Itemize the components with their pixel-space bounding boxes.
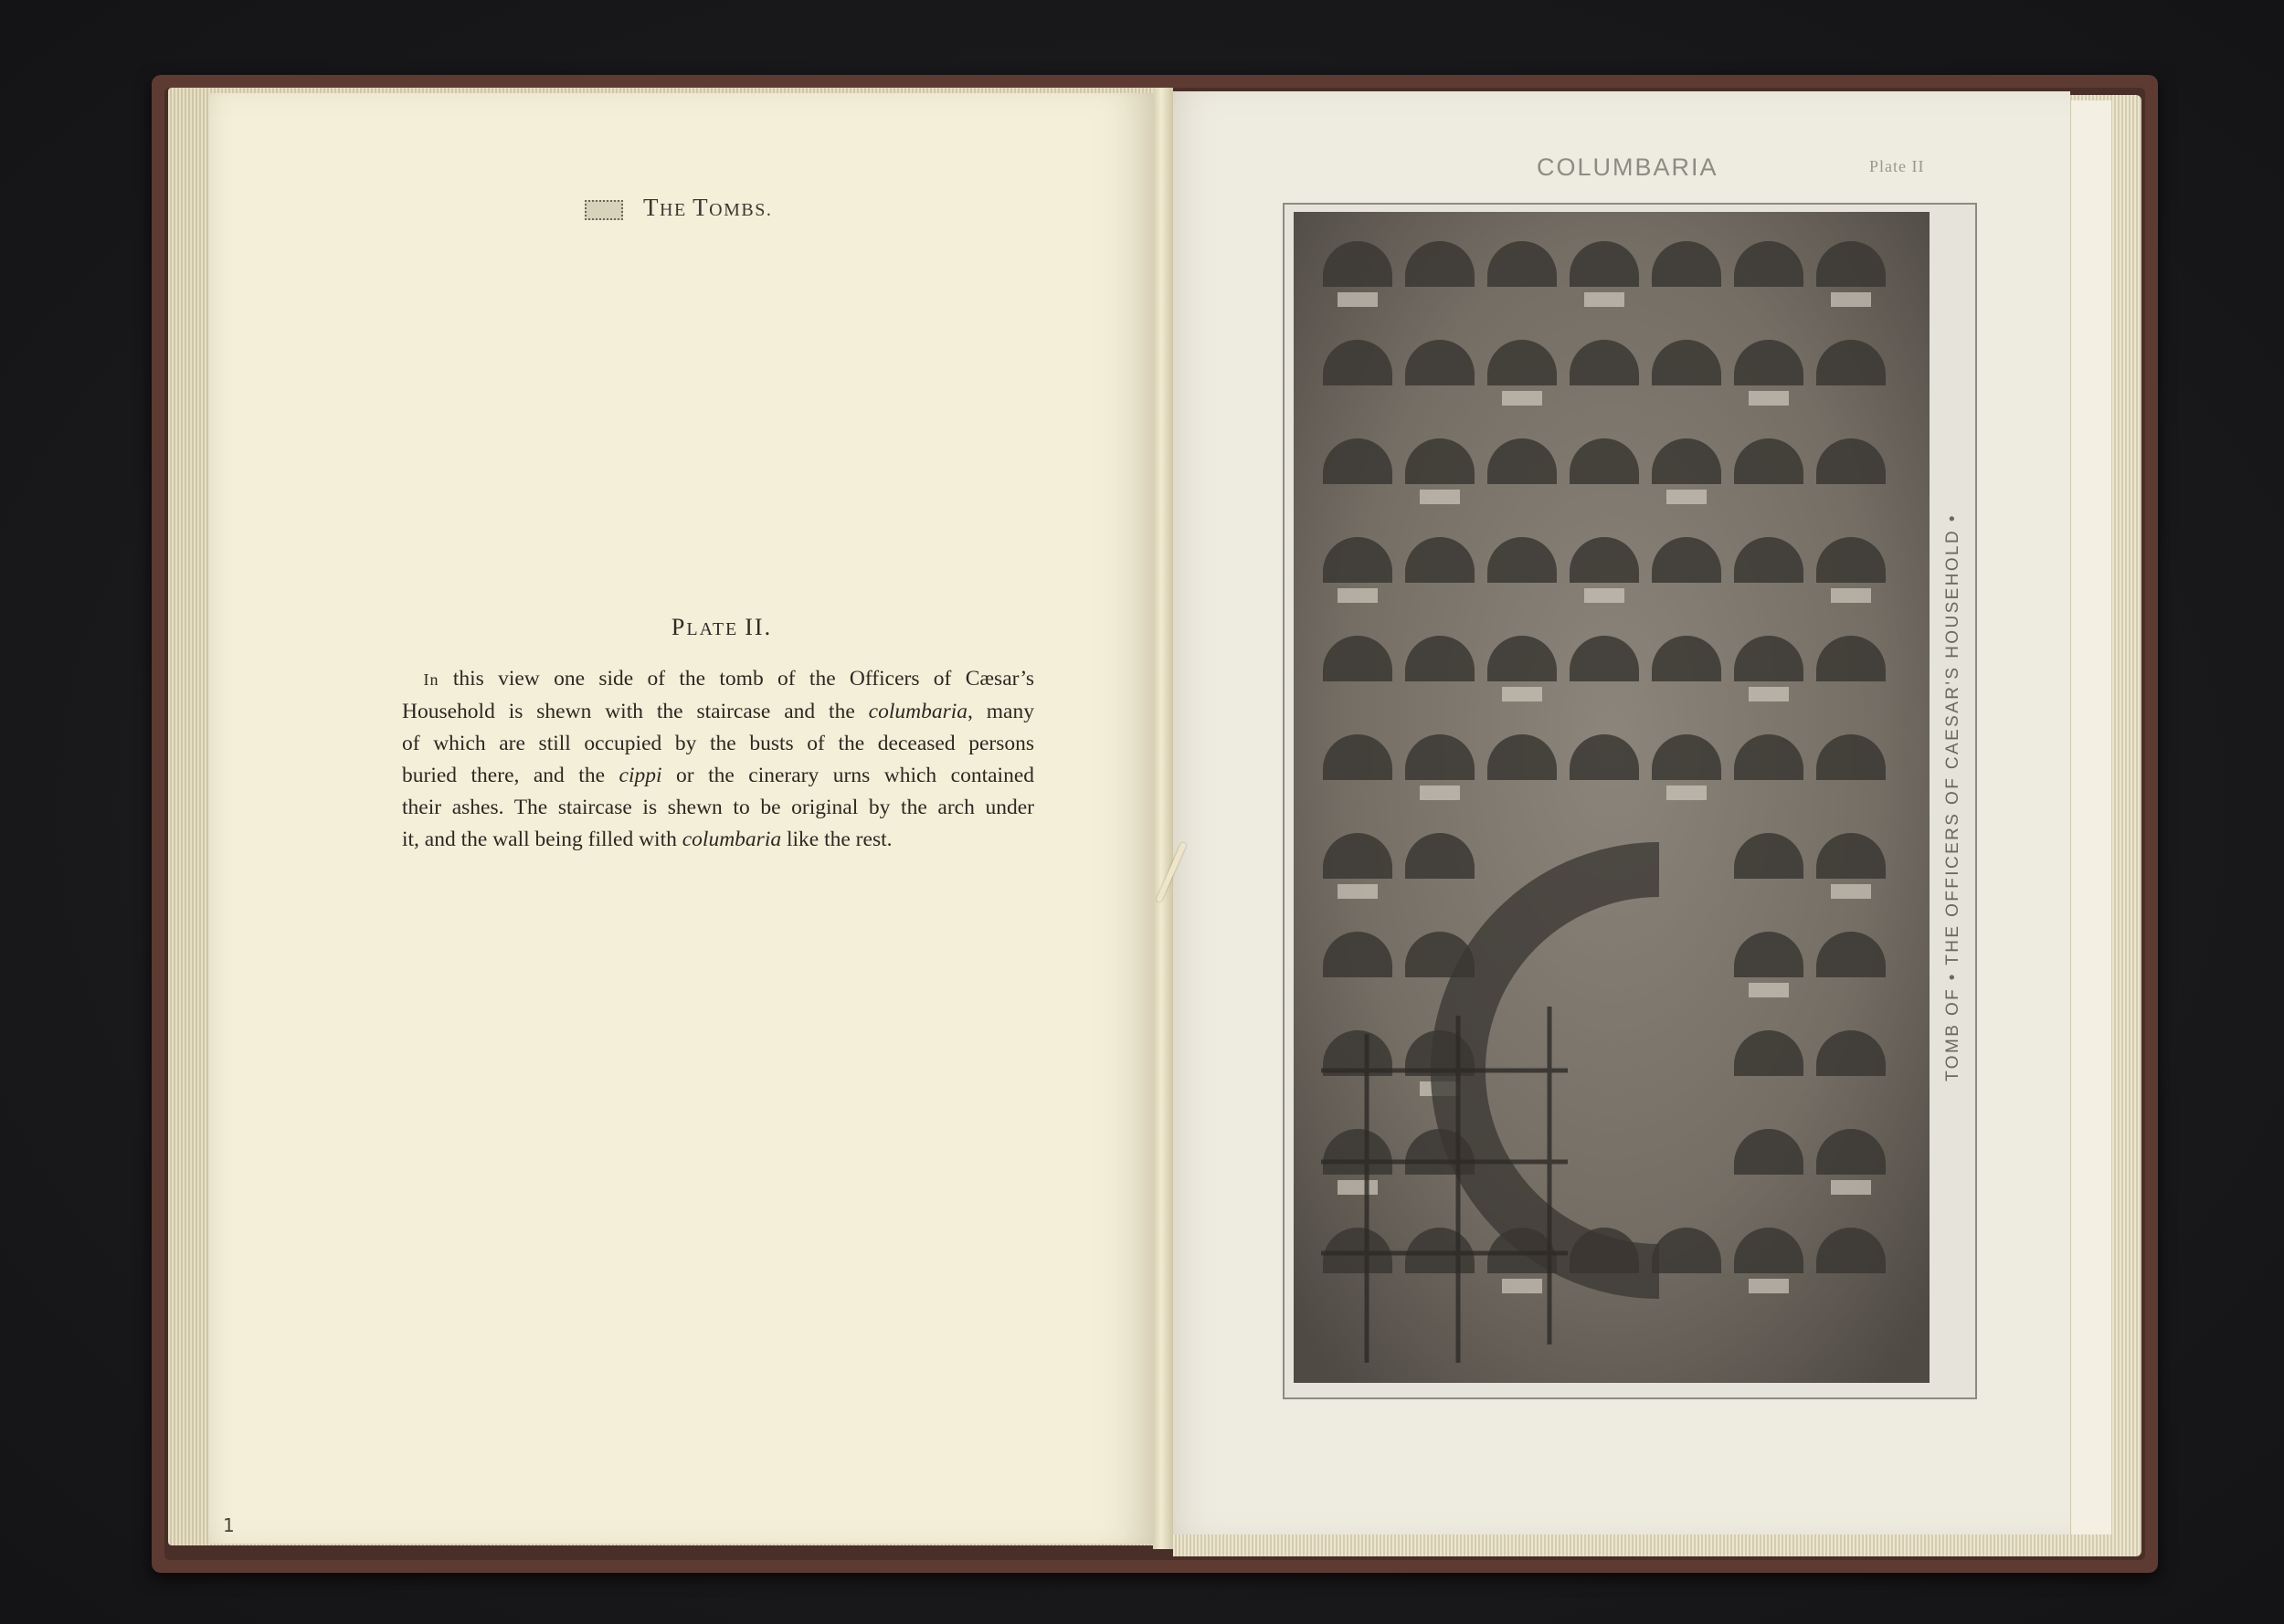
- columbarium-photograph: [1294, 212, 1930, 1383]
- ornament-icon: [585, 200, 623, 220]
- running-head: THE TOMBS.: [585, 194, 822, 222]
- plate-label: Plate II: [1869, 157, 1925, 175]
- niche-tablet: [1666, 490, 1707, 504]
- niche-tablet: [1338, 884, 1378, 899]
- book-gutter: [1153, 88, 1173, 1549]
- text-line: their ashes. The staircase is shewn to be original by the arch under: [402, 796, 1034, 819]
- niche-tablet: [1749, 1279, 1789, 1293]
- niche-tablet: [1502, 1279, 1542, 1293]
- right-page-fore-edge: [2070, 100, 2111, 1534]
- plate-caption: TOMB OF • THE OFFICERS OF CAESAR'S HOUSEHOLD •: [1943, 513, 1962, 1081]
- niche-tablet: [1749, 391, 1789, 406]
- niche-tablet: [1584, 588, 1624, 603]
- page-number: 1: [223, 1514, 235, 1536]
- niche-tablet: [1831, 588, 1871, 603]
- niche-tablet: [1831, 292, 1871, 307]
- text-line: Household is shewn with the staircase and the columbaria, many: [402, 700, 1034, 723]
- niche-tablet: [1749, 687, 1789, 701]
- niche-tablet: [1338, 1180, 1378, 1195]
- text-line: buried there, and the cippi or the cinerary urns which contained: [402, 764, 1035, 787]
- plate-description: [402, 663, 1034, 856]
- niche-tablet: [1666, 786, 1707, 800]
- niche-tablet: [1831, 1180, 1871, 1195]
- niche-tablet: [1502, 391, 1542, 406]
- niche-tablet: [1749, 983, 1789, 997]
- text-line: In this view one side of the tomb of the Officers of Cæsar’s: [423, 667, 1034, 691]
- plate-heading: PLATE II.: [671, 614, 773, 640]
- plate-title: COLUMBARIA: [1537, 153, 1718, 181]
- niche-tablet: [1420, 786, 1460, 800]
- niche-tablet: [1831, 884, 1871, 899]
- niche-tablet: [1338, 588, 1378, 603]
- columbarium-illustration: [1294, 212, 1930, 1383]
- text-line: it, and the wall being filled with columbaria like the rest.: [402, 828, 893, 851]
- niche-tablet: [1584, 292, 1624, 307]
- niche-tablet: [1502, 687, 1542, 701]
- niche-tablet: [1420, 490, 1460, 504]
- niche-tablet: [1338, 292, 1378, 307]
- text-line: of which are still occupied by the busts of the deceased persons: [402, 732, 1034, 755]
